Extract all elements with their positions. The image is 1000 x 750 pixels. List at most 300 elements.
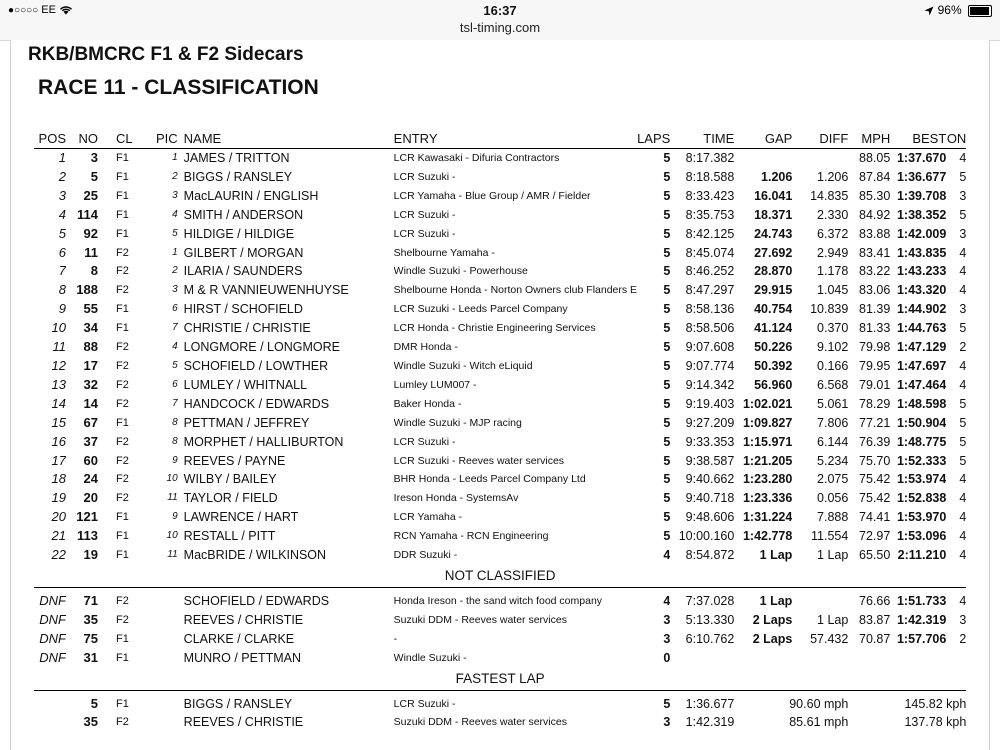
cell-time	[670, 649, 734, 668]
result-row	[34, 433, 966, 452]
cell-name: M & R VANNIEUWENHUYSE	[183, 283, 349, 298]
cell-pic	[156, 611, 178, 630]
cell-cl: F2	[116, 284, 129, 297]
cell-mph: 75.42	[859, 491, 891, 506]
cell-cl: F1	[116, 170, 129, 183]
cell-pos: 5	[58, 225, 66, 241]
cell-name: LAWRENCE / HART	[183, 510, 299, 525]
cell-pic: 10	[166, 530, 178, 542]
cell-name: JAMES / TRITTON	[183, 151, 290, 165]
cell-no: 92	[83, 225, 98, 241]
cell-pic: 5	[172, 359, 178, 371]
cell-gap: 50.226	[754, 340, 793, 355]
col-on: ON	[946, 130, 966, 149]
cell-mph: 70.87	[859, 631, 891, 646]
cell-no: 35	[83, 714, 98, 730]
cell-best: 1:36.677	[896, 169, 947, 184]
cell-diff: 1 Lap	[817, 612, 849, 627]
cell-entry: Suzuki DDM - Reeves water services	[393, 613, 567, 626]
cell-cl: F2	[116, 378, 129, 391]
cell-cl: F2	[116, 435, 129, 448]
cell-name: MORPHET / HALLIBURTON	[183, 434, 344, 449]
cell-mph	[848, 649, 890, 668]
cell-name: CLARKE / CLARKE	[183, 631, 295, 646]
cell-no: 88	[83, 339, 98, 355]
address-bar-url[interactable]: tsl-timing.com	[459, 20, 541, 35]
cell-pic: 1	[172, 246, 178, 258]
cell-time: 9:07.774	[685, 358, 735, 373]
cell-best: 1:51.733	[896, 593, 947, 608]
cell-entry: LCR Suzuki -	[393, 227, 456, 240]
cell-no: 55	[83, 301, 98, 317]
cell-name: RESTALL / PITT	[183, 529, 276, 544]
cell-no: 32	[83, 376, 98, 392]
cell-mph: 78.29	[859, 396, 891, 411]
result-row	[34, 319, 966, 338]
cell-gap: 40.754	[754, 302, 793, 317]
cell-laps: 5	[663, 302, 671, 317]
cell-diff: 1.206	[817, 169, 849, 184]
cell-pos: 14	[51, 395, 66, 411]
cell-no: 34	[83, 320, 98, 336]
cell-name: MUNRO / PETTMAN	[183, 650, 302, 665]
col-entry: ENTRY	[394, 130, 637, 149]
cell-gap: 56.960	[754, 377, 793, 392]
cell-laps: 5	[663, 358, 671, 373]
cell-no: 67	[83, 414, 98, 430]
cell-entry: Shelbourne Honda - Norton Owners club Flanders E	[393, 284, 638, 297]
cell-pos: 10	[51, 320, 66, 336]
cell-laps: 5	[663, 340, 671, 355]
cell-laps: 5	[663, 510, 671, 525]
cell-name: SCHOFIELD / EDWARDS	[183, 593, 330, 608]
cell-best: 1:42.009	[896, 226, 947, 241]
cell-pic: 2	[172, 170, 178, 182]
cell-pos: 18	[51, 471, 66, 487]
cell-laps: 5	[663, 491, 671, 506]
cell-time: 8:47.297	[685, 283, 735, 298]
cell-no: 8	[90, 263, 98, 279]
result-row	[34, 244, 966, 263]
cell-mph: 79.95	[859, 358, 891, 373]
cell-on: 4	[959, 377, 967, 392]
cell-entry: -	[393, 632, 398, 645]
cell-diff: 11.554	[811, 529, 849, 544]
cell-gap: 1:23.280	[742, 472, 793, 487]
cell-entry: Windle Suzuki - Witch eLiquid	[393, 359, 533, 372]
cell-entry: LCR Honda - Christie Engineering Services	[393, 322, 596, 335]
cell-best: 1:43.233	[896, 264, 947, 279]
cell-best: 1:47.697	[896, 358, 947, 373]
not-classified-heading-label: NOT CLASSIFIED	[34, 565, 966, 588]
cell-pic: 10	[166, 473, 178, 485]
cell-no: 114	[77, 206, 98, 222]
col-no: NO	[66, 130, 98, 149]
cell-laps: 5	[663, 472, 671, 487]
cell-best: 1:48.598	[896, 396, 947, 411]
cell-on: 5	[959, 169, 967, 184]
cell-pic	[156, 592, 178, 611]
cell-pos	[34, 695, 66, 714]
cell-pic: 4	[172, 341, 178, 353]
cell-cl: F2	[116, 265, 129, 278]
cell-mph: 72.97	[859, 529, 891, 544]
result-row	[34, 262, 966, 281]
cell-on: 3	[959, 302, 967, 317]
cell-entry: Ireson Honda - SystemsAv	[393, 492, 519, 505]
cell-pos: 17	[51, 452, 66, 468]
cell-speed-mph: 85.61 mph	[789, 715, 849, 730]
cell-on: 4	[959, 151, 967, 165]
cell-entry: DMR Honda -	[393, 341, 458, 354]
col-best: BEST	[890, 130, 946, 149]
clock: 16:37	[483, 3, 517, 18]
cell-time: 8:58.506	[685, 321, 735, 336]
cell-pic: 3	[172, 284, 178, 296]
cell-mph: 79.01	[859, 377, 891, 392]
cell-mph: 79.98	[859, 340, 891, 355]
cell-entry: RCN Yamaha - RCN Engineering	[393, 530, 549, 543]
cell-best: 1:37.670	[896, 151, 947, 165]
carrier-name: EE	[41, 4, 56, 16]
cell-diff: 5.234	[817, 453, 849, 468]
cell-entry: LCR Suzuki -	[393, 208, 456, 221]
cell-mph: 83.41	[859, 245, 891, 260]
cell-pic	[156, 630, 178, 649]
cell-pic: 11	[167, 549, 178, 561]
cell-best: 1:43.835	[896, 245, 947, 260]
cell-name: HANDCOCK / EDWARDS	[183, 396, 330, 411]
cell-no: 188	[76, 282, 98, 298]
cell-time: 5:13.330	[685, 612, 735, 627]
col-time: TIME	[670, 130, 734, 149]
cell-entry: Windle Suzuki - Powerhouse	[393, 265, 528, 278]
cell-laps: 5	[663, 377, 671, 392]
cell-no: 11	[84, 244, 98, 260]
cell-pos	[34, 713, 66, 732]
cell-entry: DDR Suzuki -	[393, 549, 458, 562]
cell-no: 35	[83, 611, 98, 627]
cell-cl: F2	[116, 454, 129, 467]
cell-cl: F2	[116, 246, 129, 259]
cell-pos: 4	[58, 206, 66, 222]
cell-speed-kph: 145.82 kph	[904, 696, 967, 711]
cell-laps: 3	[663, 612, 671, 627]
cell-cl: F1	[116, 208, 129, 221]
cell-entry: Windle Suzuki - MJP racing	[393, 416, 522, 429]
cell-entry: Windle Suzuki -	[393, 651, 467, 664]
cell-diff: 5.061	[817, 396, 849, 411]
results-body	[34, 149, 966, 733]
cell-pos: 19	[51, 490, 66, 506]
result-row	[34, 281, 966, 300]
cell-time: 8:35.753	[685, 207, 735, 222]
cell-entry: LCR Yamaha - Blue Group / AMR / Fielder	[393, 189, 591, 202]
cell-entry: Baker Honda -	[393, 397, 462, 410]
cell-entry: LCR Yamaha -	[393, 511, 463, 524]
cell-cl: F2	[116, 492, 129, 505]
cell-time: 9:19.403	[685, 396, 735, 411]
result-row	[34, 527, 966, 546]
cell-mph: 76.66	[859, 593, 891, 608]
cell-diff	[792, 649, 848, 668]
location-arrow-icon	[924, 3, 937, 17]
cell-pos: 7	[58, 263, 66, 279]
result-row	[34, 452, 966, 471]
cell-entry: LCR Suzuki - Leeds Parcel Company	[393, 303, 568, 316]
cell-pic: 8	[172, 435, 178, 447]
cell-pic: 9	[172, 454, 178, 466]
cell-gap: 1:31.224	[742, 510, 793, 525]
cell-laps: 5	[663, 396, 671, 411]
cell-time: 8:45.074	[685, 245, 735, 260]
cell-mph: 81.33	[859, 321, 891, 336]
cell-best: 1:50.904	[896, 415, 947, 430]
cell-mph: 81.39	[859, 302, 891, 317]
cell-on: 5	[959, 207, 967, 222]
cell-cl: F1	[116, 303, 129, 316]
result-row	[34, 546, 966, 565]
cell-diff: 9.102	[817, 340, 849, 355]
cell-name: CHRISTIE / CHRISTIE	[183, 321, 311, 336]
cell-gap	[734, 649, 792, 668]
cell-pos: DNF	[39, 630, 66, 646]
cell-laps: 5	[663, 453, 671, 468]
cell-no: 5	[90, 695, 98, 711]
cell-laps: 5	[663, 415, 671, 430]
cell-pos: 1	[58, 150, 66, 165]
cell-name: WILBY / BAILEY	[183, 472, 277, 487]
cell-pos: DNF	[39, 611, 66, 627]
cell-gap: 18.371	[754, 207, 793, 222]
result-row	[34, 395, 966, 414]
cell-on: 5	[959, 453, 967, 468]
result-row	[34, 149, 966, 168]
cell-gap: 1 Lap	[759, 593, 793, 608]
cell-name: MacBRIDE / WILKINSON	[183, 548, 327, 563]
cell-gap: 1:02.021	[742, 396, 793, 411]
cell-time: 9:14.342	[685, 377, 735, 392]
cell-no: 24	[83, 471, 98, 487]
cell-cl: F1	[116, 697, 129, 710]
cell-diff: 0.166	[817, 358, 849, 373]
cell-pic: 4	[172, 208, 178, 220]
cell-entry: LCR Kawasaki - Difuria Contractors	[393, 152, 560, 164]
cell-on: 3	[959, 226, 967, 241]
cell-laps: 4	[663, 548, 671, 563]
cell-pos: DNF	[39, 649, 66, 665]
cell-pos: 12	[51, 357, 66, 373]
cell-diff: 6.568	[817, 377, 849, 392]
cell-name: LONGMORE / LONGMORE	[183, 340, 340, 355]
cell-best: 1:44.902	[896, 302, 947, 317]
event-title: RKB/BMCRC F1 & F2 Sidecars	[28, 44, 304, 65]
cell-pic	[156, 649, 178, 668]
cell-cl: F1	[116, 322, 129, 335]
fastest-lap-row	[34, 713, 966, 732]
cell-mph: 88.05	[859, 151, 891, 165]
col-cl: CL	[98, 130, 156, 149]
race-title: RACE 11 - CLASSIFICATION	[38, 76, 319, 99]
result-row	[34, 168, 966, 187]
cell-time: 9:40.718	[685, 491, 735, 506]
cell-cl: F1	[116, 530, 129, 543]
cell-best: 2:11.210	[897, 548, 947, 563]
cell-pic: 6	[172, 378, 178, 390]
cell-mph: 75.42	[859, 472, 891, 487]
cell-diff: 10.839	[810, 302, 849, 317]
cell-no: 31	[83, 649, 98, 665]
cell-laps: 5	[663, 245, 671, 260]
cell-pic	[156, 713, 178, 732]
cell-on: 5	[959, 415, 967, 430]
battery-percent: 96%	[937, 3, 962, 17]
cell-no: 75	[83, 630, 98, 646]
result-row	[34, 470, 966, 489]
cell-gap: 27.692	[754, 245, 793, 260]
cell-on	[946, 649, 966, 668]
col-pic: PIC	[156, 130, 178, 149]
cell-name: HIRST / SCHOFIELD	[183, 302, 303, 317]
cell-no: 60	[83, 452, 98, 468]
result-row	[34, 206, 966, 225]
cell-no: 25	[83, 187, 98, 203]
cell-diff: 6.144	[817, 434, 849, 449]
cell-pos: 13	[51, 376, 66, 392]
cell-name: PETTMAN / JEFFREY	[183, 415, 310, 430]
cell-pos: 20	[51, 509, 66, 525]
cell-no: 5	[90, 168, 98, 184]
cell-no: 121	[76, 509, 98, 525]
cell-pos: 22	[51, 547, 66, 563]
battery-info	[924, 3, 992, 17]
cell-lap-time: 1:36.677	[685, 696, 735, 711]
cell-mph: 76.39	[859, 434, 891, 449]
result-row	[34, 376, 966, 395]
cell-gap: 50.392	[754, 358, 793, 373]
cell-time: 8:46.252	[685, 264, 735, 279]
cell-diff: 1.045	[817, 283, 849, 298]
cell-gap: 1:42.778	[742, 529, 793, 544]
cell-time: 9:48.606	[685, 510, 735, 525]
cell-cl: F2	[116, 341, 129, 354]
cell-speed-mph: 90.60 mph	[789, 696, 849, 711]
cell-diff: 57.432	[810, 631, 849, 646]
cell-pic: 1	[172, 152, 178, 163]
cell-best: 1:57.706	[896, 631, 947, 646]
cell-diff: 2.075	[817, 472, 849, 487]
cell-laps: 5	[663, 226, 671, 241]
cell-pic: 9	[172, 511, 178, 523]
cell-on: 4	[959, 593, 967, 608]
cell-gap: 2 Laps	[752, 612, 793, 627]
results-table	[34, 130, 966, 732]
cell-pos: 6	[58, 244, 66, 260]
cell-best	[890, 649, 946, 668]
cell-on: 4	[959, 264, 967, 279]
cell-laps: 5	[663, 169, 671, 184]
cell-no: 19	[83, 547, 98, 563]
cell-laps: 5	[663, 529, 671, 544]
cell-name: ILARIA / SAUNDERS	[183, 264, 303, 279]
cell-mph: 87.84	[859, 169, 891, 184]
cell-diff	[792, 592, 848, 611]
cell-on: 4	[959, 358, 967, 373]
col-mph: MPH	[848, 130, 890, 149]
cell-time: 10:00.160	[678, 529, 735, 544]
cell-gap: 41.124	[754, 321, 793, 336]
cell-cl: F2	[116, 716, 129, 729]
cell-name: SCHOFIELD / LOWTHER	[183, 358, 329, 373]
cell-diff: 1 Lap	[817, 548, 849, 563]
cell-no: 17	[83, 357, 98, 373]
dnf-row	[34, 611, 966, 630]
cell-mph: 85.30	[859, 188, 891, 203]
cell-time: 8:17.382	[685, 151, 735, 165]
cell-laps: 4	[663, 593, 671, 608]
cell-best: 1:42.319	[896, 612, 947, 627]
cell-on: 5	[959, 321, 967, 336]
cell-cl: F1	[116, 511, 129, 524]
cell-on: 4	[959, 245, 967, 260]
cell-pos: 3	[58, 187, 66, 203]
cell-time: 7:37.028	[685, 593, 735, 608]
cell-no: 20	[83, 490, 98, 506]
cell-diff: 7.888	[817, 510, 849, 525]
cell-cl: F2	[116, 594, 129, 607]
cell-gap: 1:15.971	[742, 434, 793, 449]
cell-cl: F1	[116, 632, 129, 645]
cell-laps: 5	[663, 151, 671, 165]
cell-diff: 1.178	[817, 264, 849, 279]
cell-pic: 3	[172, 189, 178, 201]
cell-on: 4	[959, 472, 967, 487]
cell-mph: 84.92	[859, 207, 891, 222]
cell-cl: F2	[116, 397, 129, 410]
cell-time: 8:42.125	[685, 226, 735, 241]
cell-gap	[734, 149, 792, 168]
cell-diff: 7.806	[817, 415, 849, 430]
cell-pos: 15	[51, 414, 66, 430]
cell-on: 3	[959, 612, 967, 627]
cell-cl: F1	[116, 152, 129, 164]
cell-pic: 5	[172, 227, 178, 239]
cell-cl: F1	[116, 227, 129, 240]
cell-cl: F2	[116, 473, 129, 486]
cell-pic: 6	[172, 303, 178, 315]
cell-diff: 0.056	[817, 491, 849, 506]
cell-pic: 7	[172, 397, 178, 409]
fastest-lap-row	[34, 695, 966, 714]
cell-pos: 16	[51, 433, 66, 449]
cell-gap: 1:09.827	[742, 415, 793, 430]
cell-best: 1:47.464	[896, 377, 947, 392]
cell-laps: 5	[663, 264, 671, 279]
cell-name: HILDIGE / HILDIGE	[183, 226, 295, 241]
cell-lap: 3	[663, 715, 671, 730]
cell-name: REEVES / CHRISTIE	[183, 715, 304, 730]
cell-gap: 2 Laps	[752, 631, 793, 646]
cell-speed-kph: 137.78 kph	[904, 715, 967, 730]
cell-entry: LCR Suzuki -	[393, 697, 456, 710]
cell-pos: DNF	[39, 592, 66, 608]
cell-time: 8:18.588	[685, 169, 735, 184]
fastest-lap-heading-label: FASTEST LAP	[34, 668, 966, 691]
cell-cl: F1	[116, 416, 129, 429]
cell-on: 5	[959, 434, 967, 449]
cell-gap: 1:21.205	[742, 453, 793, 468]
cell-best: 1:53.970	[896, 510, 947, 525]
